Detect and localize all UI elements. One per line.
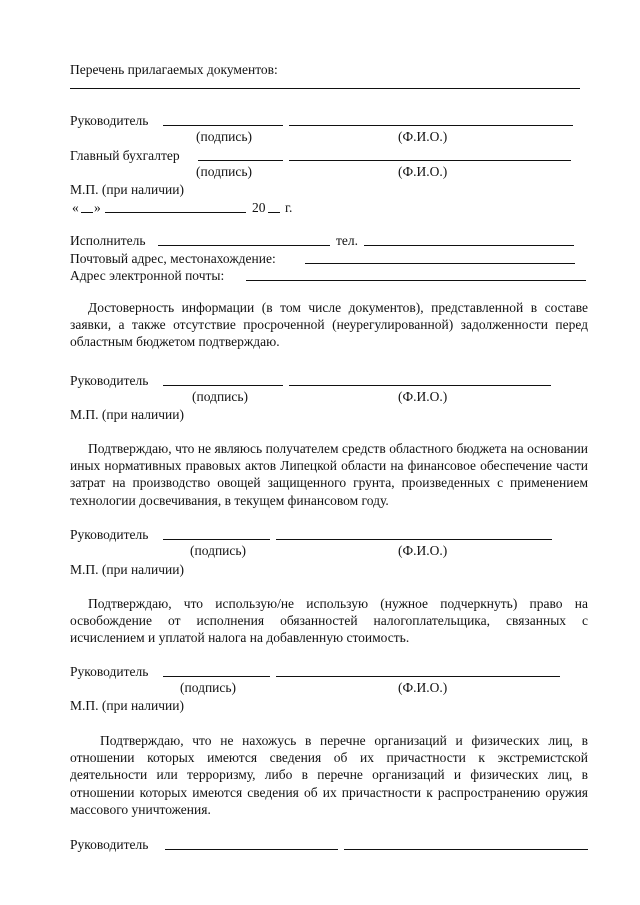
sig6-role: Руководитель bbox=[70, 837, 149, 852]
date-day-line bbox=[81, 212, 93, 213]
sig4-fio-caption: (Ф.И.О.) bbox=[398, 543, 448, 558]
email-line bbox=[246, 280, 586, 281]
attachments-line bbox=[70, 88, 580, 89]
sig5-fio-caption: (Ф.И.О.) bbox=[398, 680, 448, 695]
confirmation-paragraph-2: Подтверждаю, что не являюсь получателем средств областного бюджета на основании иных нормативных правовых актов Липецкой области на финансовое обеспечение части затрат на производство овощей защищенного грунта, произведенных с применением технологии досвечивания, в текущем финансовом году. bbox=[70, 441, 588, 508]
sig3-role: Руководитель bbox=[70, 373, 149, 388]
date-year-line bbox=[268, 212, 280, 213]
sig3-fio-line bbox=[289, 385, 551, 386]
phone-label: тел. bbox=[336, 233, 359, 248]
stamp-note-1: М.П. (при наличии) bbox=[70, 182, 184, 197]
sig4-fio-line bbox=[276, 539, 552, 540]
email-label: Адрес электронной почты: bbox=[70, 268, 225, 283]
executor-line bbox=[158, 245, 330, 246]
sig2-sign-caption: (подпись) bbox=[196, 164, 253, 179]
postal-label: Почтовый адрес, местонахождение: bbox=[70, 251, 276, 266]
confirmation-paragraph-4: Подтверждаю, что не нахожусь в перечне организаций и физических лиц, в отношении которых имеются сведения об их причастности к экстремистской деятельности или терроризму, либо в перечне организаций и физических лиц, в отношении которых имеются сведения об их причастности к распространению оружия массового уничтожения. bbox=[70, 733, 588, 817]
sig1-role: Руководитель bbox=[70, 113, 149, 128]
sig3-fio-caption: (Ф.И.О.) bbox=[398, 389, 448, 404]
attachments-label: Перечень прилагаемых документов: bbox=[70, 62, 278, 77]
sig2-fio-caption: (Ф.И.О.) bbox=[398, 164, 448, 179]
confirmation-paragraph-1: Достоверность информации (в том числе документов), представленной в составе заявки, а также отсутствие просроченной (неурегулированной) задолженности перед областным бюджетом подтверждаю. bbox=[70, 300, 588, 350]
sig5-role: Руководитель bbox=[70, 664, 149, 679]
stamp-note-4: М.П. (при наличии) bbox=[70, 562, 184, 577]
date-year-suffix: г. bbox=[285, 200, 293, 215]
sig1-fio-caption: (Ф.И.О.) bbox=[398, 129, 448, 144]
sig1-sign-caption: (подпись) bbox=[196, 129, 253, 144]
sig1-sign-line bbox=[163, 125, 283, 126]
confirmation-paragraph-3: Подтверждаю, что использую/не использую (нужное подчеркнуть) право на освобождение от исполнения обязанностей налогоплательщика, связанных с исчислением и уплатой налога на добавленную стоимость. bbox=[70, 596, 588, 646]
sig5-sign-line bbox=[163, 676, 270, 677]
sig6-sign-line bbox=[165, 849, 338, 850]
sig4-role: Руководитель bbox=[70, 527, 149, 542]
executor-label: Исполнитель bbox=[70, 233, 146, 248]
sig6-fio-line bbox=[344, 849, 588, 850]
sig2-sign-line bbox=[198, 160, 283, 161]
sig4-sign-line bbox=[163, 539, 270, 540]
date-quote-open: « bbox=[72, 200, 79, 215]
sig3-sign-line bbox=[163, 385, 283, 386]
postal-line bbox=[305, 263, 575, 264]
stamp-note-5: М.П. (при наличии) bbox=[70, 698, 184, 713]
sig2-role: Главный бухгалтер bbox=[70, 148, 180, 163]
stamp-note-3: М.П. (при наличии) bbox=[70, 407, 184, 422]
date-quote-close: » bbox=[94, 200, 101, 215]
date-month-line bbox=[105, 212, 246, 213]
sig4-sign-caption: (подпись) bbox=[190, 543, 247, 558]
phone-line bbox=[364, 245, 574, 246]
date-year-prefix: 20 bbox=[252, 200, 266, 215]
sig2-fio-line bbox=[289, 160, 571, 161]
sig5-sign-caption: (подпись) bbox=[180, 680, 237, 695]
sig5-fio-line bbox=[276, 676, 560, 677]
sig1-fio-line bbox=[289, 125, 573, 126]
sig3-sign-caption: (подпись) bbox=[192, 389, 249, 404]
